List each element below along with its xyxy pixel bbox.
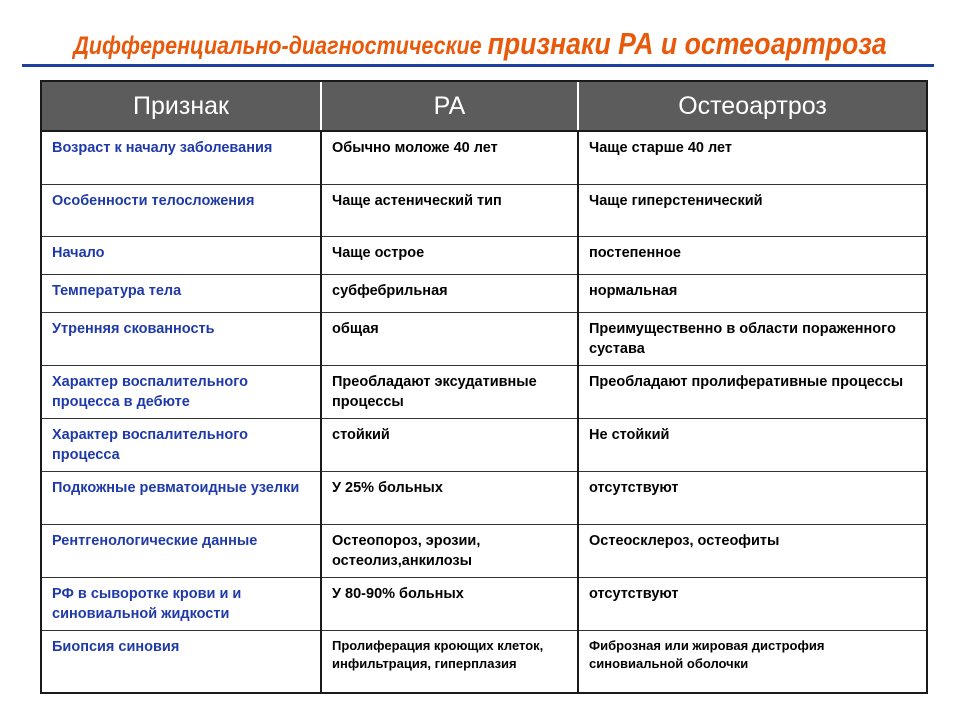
oa-cell: Преобладают пролиферативные процессы [578,365,926,418]
header-feature: Признак [42,82,321,131]
ra-cell: субфебрильная [321,274,578,312]
slide-title [67,26,893,63]
ra-cell: общая [321,312,578,365]
feature-cell: Биопсия синовия [42,630,321,692]
oa-cell: отсутствуют [578,471,926,524]
oa-cell: отсутствуют [578,577,926,630]
ra-cell: У 80-90% больных [321,577,578,630]
table-row [42,630,926,692]
title-underline [22,64,934,67]
oa-cell: Чаще старше 40 лет [578,131,926,184]
table-row [42,365,926,418]
feature-cell: Характер воспалительного процесса в дебюте [42,365,321,418]
header-row [42,82,926,131]
table-row [42,524,926,577]
ra-cell: Пролиферация кроющих клеток, инфильтрация, гиперплазия [321,630,578,692]
oa-cell: постепенное [578,236,926,274]
table-row [42,471,926,524]
feature-cell: Температура тела [42,274,321,312]
oa-cell: Чаще гиперстенический [578,184,926,236]
ra-cell: Чаще астенический тип [321,184,578,236]
feature-cell: Утренняя скованность [42,312,321,365]
feature-cell: Возраст к началу заболевания [42,131,321,184]
header-ra: РА [321,82,578,131]
header-oa: Остеоартроз [578,82,926,131]
ra-cell: Остеопороз, эрозии, остеолиз,анкилозы [321,524,578,577]
feature-cell: Характер воспалительного процесса [42,418,321,471]
feature-cell: Особенности телосложения [42,184,321,236]
ra-cell: Чаще острое [321,236,578,274]
oa-cell: Фиброзная или жировая дистрофия синовиальной оболочки [589,637,825,671]
feature-cell: РФ в сыворотке крови и и синовиальной жидкости [42,577,321,630]
oa-cell: Остеосклероз, остеофиты [578,524,926,577]
feature-cell: Рентгенологические данные [42,524,321,577]
table-row [42,418,926,471]
slide-title-part1: Дифференциально-диагностические [73,32,488,60]
table-row [42,131,926,184]
oa-cell: Не стойкий [578,418,926,471]
table-row [42,577,926,630]
ra-cell: Преобладают эксудативные процессы [321,365,578,418]
table-row [42,312,926,365]
comparison-table-frame [40,80,928,694]
table-row [42,236,926,274]
oa-cell: Преимущественно в области пораженного сустава [578,312,926,365]
comparison-table [42,82,926,692]
table-row [42,274,926,312]
oa-cell: нормальная [578,274,926,312]
ra-cell: Обычно моложе 40 лет [321,131,578,184]
ra-cell: стойкий [321,418,578,471]
slide-title-part2: признаки РА и остеоартроза [487,26,887,61]
feature-cell: Подкожные ревматоидные узелки [42,471,321,524]
feature-cell: Начало [42,236,321,274]
table-row [42,184,926,236]
ra-cell: У 25% больных [321,471,578,524]
